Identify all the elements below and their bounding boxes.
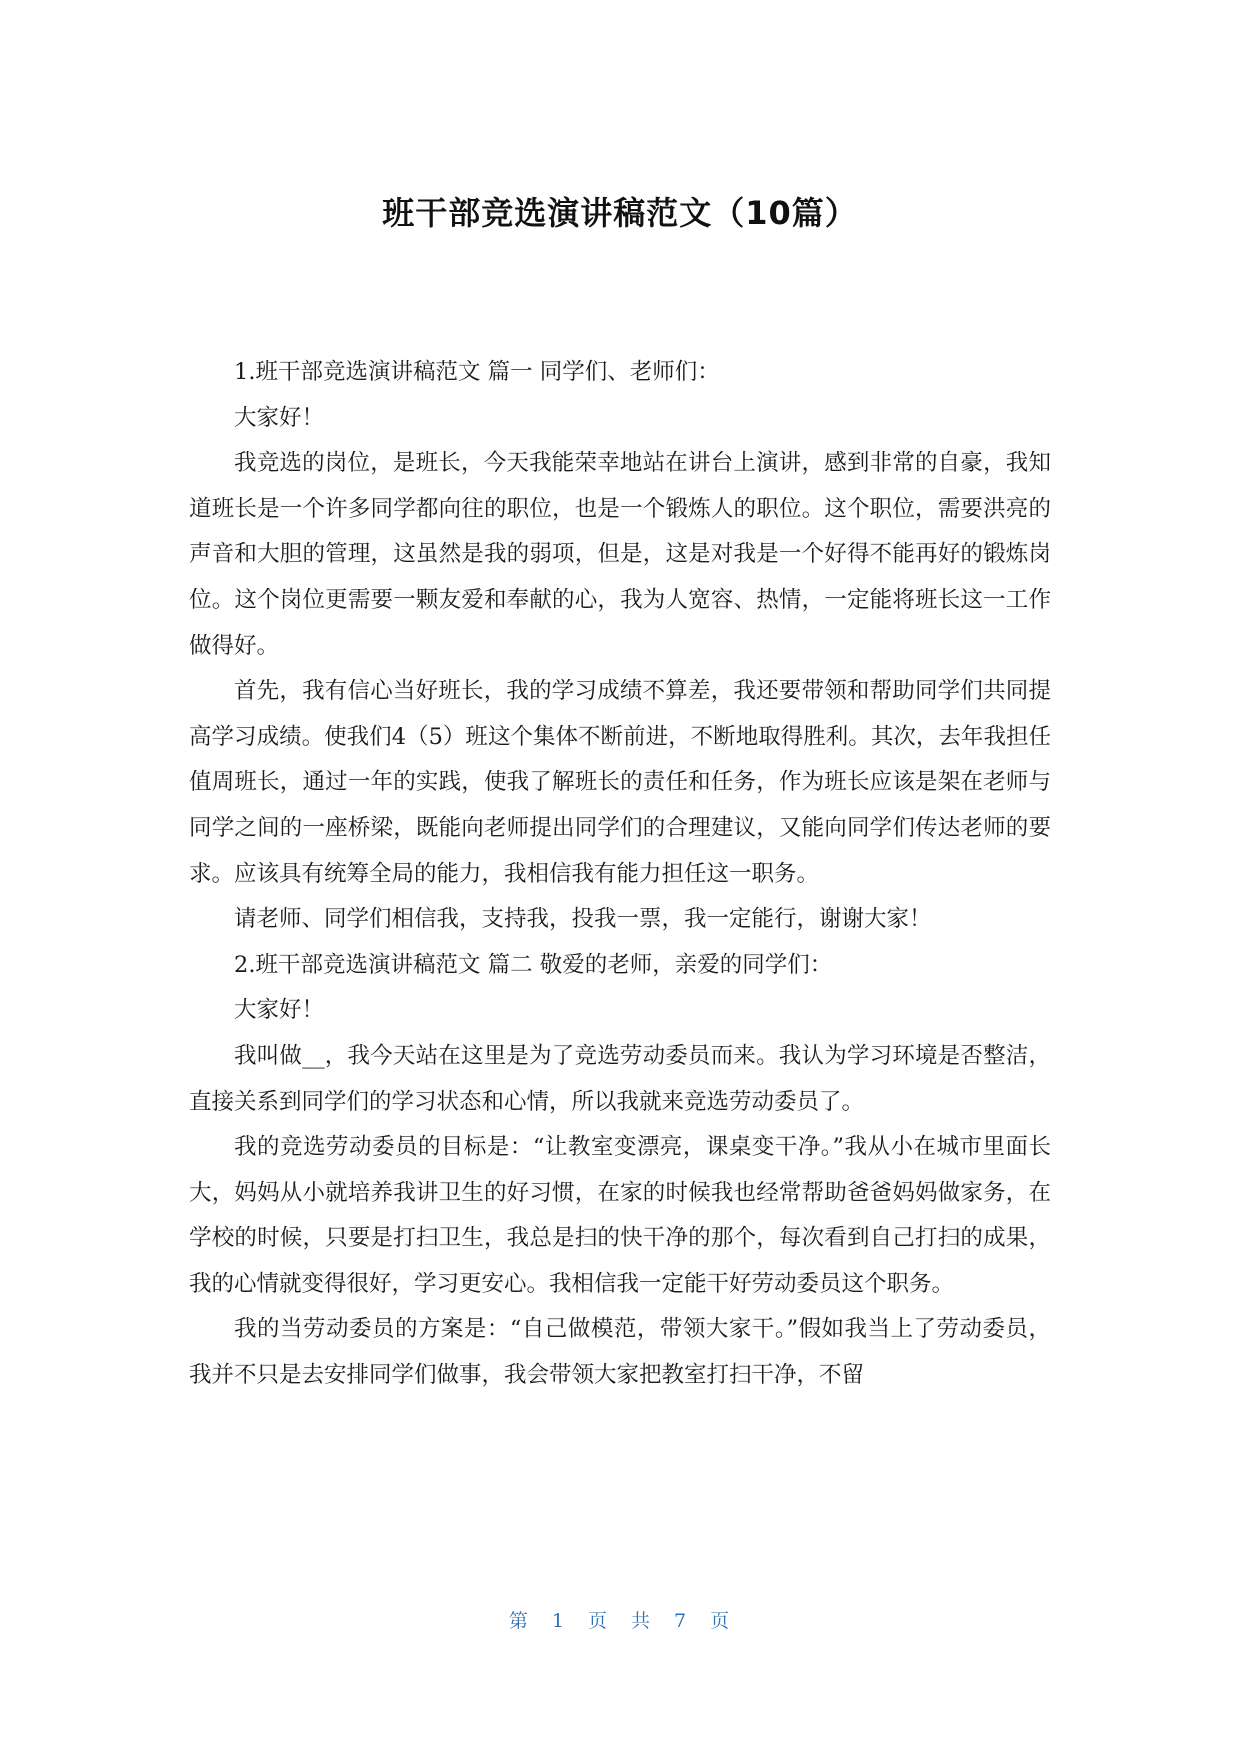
paragraph: 我的竞选劳动委员的目标是：“让教室变漂亮，课桌变干净。”我从小在城市里面长大，妈妈从小就培养我讲卫生的好习惯，在家的时候我也经常帮助爸爸妈妈做家务，在学校的时候，只要是打扫卫生，我总是扫的快干净的那个，每次看到自己打扫的成果，我的心情就变得很好，学习更安心。我相信我一定能干好劳动委员这个职务。 [189,1134,1051,1297]
paragraph: 请老师、同学们相信我，支持我，投我一票，我一定能行，谢谢大家！ [234,906,932,933]
paragraph: 2.班干部竞选演讲稿范文 篇二 敬爱的老师，亲爱的同学们： [234,951,833,978]
paragraph: 我叫做__，我今天站在这里是为了竞选劳动委员而来。我认为学习环境是否整洁，直接关系到同学们的学习状态和心情，所以我就来竞选劳动委员了。 [189,1042,1051,1115]
paragraph: 首先，我有信心当好班长，我的学习成绩不算差，我还要带领和帮助同学们共同提高学习成绩。使我们4（5）班这个集体不断前进，不断地取得胜利。其次，去年我担任值周班长，通过一年的实践，使我了解班长的责任和任务，作为班长应该是架在老师与同学之间的一座桥梁，既能向老师提出同学们的合理建议，又能向同学们传达老师的要求。应该具有统筹全局的能力，我相信我有能力担任这一职务。 [189,678,1051,887]
paragraph: 大家好！ [234,997,325,1024]
document-title: 班干部竞选演讲稿范文（10篇） [382,194,858,232]
paragraph: 我的当劳动委员的方案是：“自己做模范，带领大家干。”假如我当上了劳动委员，我并不只是去安排同学们做事，我会带领大家把教室打扫干净，不留 [189,1316,1051,1389]
document-body [189,350,1051,1399]
paragraph: 1.班干部竞选演讲稿范文 篇一 同学们、老师们： [234,359,720,385]
page-number-footer: 第 1 页 共 7 页 [508,1610,732,1632]
paragraph: 大家好！ [234,404,325,431]
paragraph: 我竞选的岗位，是班长，今天我能荣幸地站在讲台上演讲，感到非常的自豪，我知道班长是一个许多同学都向往的职位，也是一个锻炼人的职位。这个职位，需要洪亮的声音和大胆的管理，这虽然是我的弱项，但是，这是对我是一个好得不能再好的锻炼岗位。这个岗位更需要一颗友爱和奉献的心，我为人宽容、热情，一定能将班长这一工作做得好。 [189,450,1051,659]
